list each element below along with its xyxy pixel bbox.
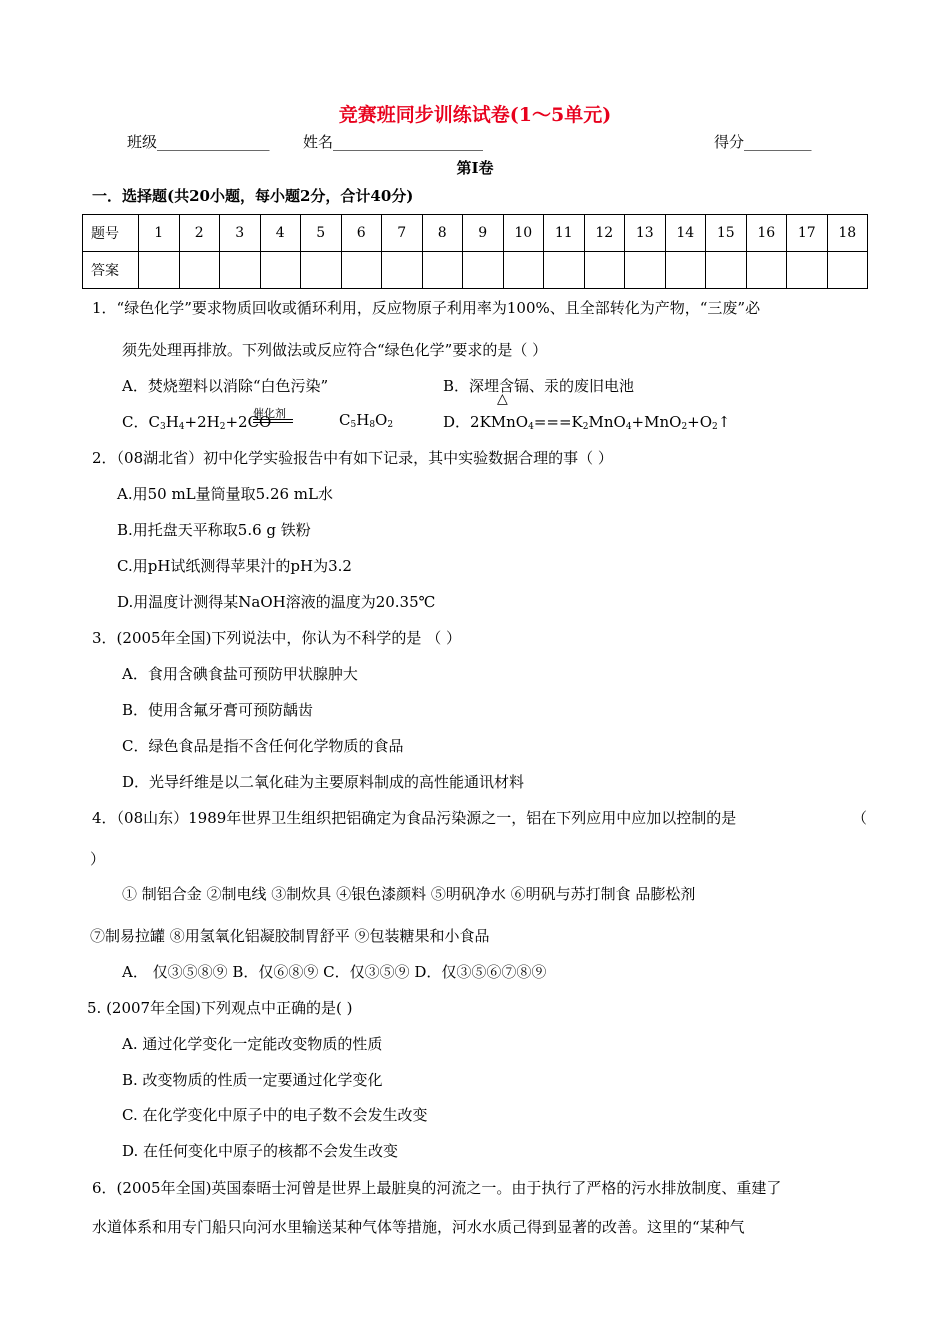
- q4-options: A． 仅③⑤⑧⑨ B．仅⑥⑧⑨ C．仅③⑤⑨ D．仅③⑤⑥⑦⑧⑨: [122, 963, 547, 981]
- q1-d-sub: 2: [712, 422, 718, 432]
- q1-option-d: [443, 411, 730, 432]
- q1-c-text: H: [165, 413, 179, 431]
- table-cell-number: 2: [179, 215, 220, 252]
- q4-items-line2: ⑦制易拉罐 ⑧用氢氧化铝凝胶制胃舒平 ⑨包装糖果和小食品: [90, 927, 490, 945]
- page-title: 竞赛班同步训练试卷(1～5单元): [338, 104, 612, 126]
- table-cell-number: 9: [463, 215, 504, 252]
- q1-option-a: A．焚烧塑料以消除“白色污染”: [122, 377, 329, 395]
- table-cell-number: 11: [544, 215, 585, 252]
- q1-c-sub: 5: [350, 420, 357, 430]
- table-cell-number: 12: [584, 215, 625, 252]
- q4-paren-open: （: [852, 809, 868, 827]
- table-cell-number: 6: [341, 215, 382, 252]
- q1-c-sub: 2: [387, 420, 394, 430]
- q1-d-text: ===K: [533, 413, 583, 431]
- table-head-number: 题号: [83, 215, 139, 252]
- q2-stem: 2．（08湖北省）初中化学实验报告中有如下记录，其中实验数据合理的事（ ）: [92, 449, 613, 467]
- q1-d-text: +O: [687, 413, 713, 431]
- answer-cell[interactable]: [584, 252, 625, 289]
- section-heading: [92, 185, 413, 206]
- q1-d-text: MnO: [588, 413, 626, 431]
- answer-cell[interactable]: [179, 252, 220, 289]
- q1-d-text: +MnO: [631, 413, 682, 431]
- q2-option-c: C.用pH试纸测得苹果汁的pH为3.2: [117, 557, 352, 575]
- answer-cell[interactable]: [382, 252, 423, 289]
- score-field-label: 得分_________: [714, 133, 812, 151]
- catalyst-label: 催化剂: [253, 407, 286, 420]
- q1-c-text: O: [375, 411, 388, 429]
- q1-option-c: [122, 411, 271, 432]
- table-row-numbers: [83, 215, 868, 252]
- answer-cell[interactable]: [341, 252, 382, 289]
- table-cell-number: 18: [827, 215, 868, 252]
- q1-c-sub: 3: [159, 422, 166, 432]
- table-cell-number: 17: [787, 215, 828, 252]
- q1-d-sub: 4: [625, 422, 632, 432]
- q4-stem-line1: 4．（08山东）1989年世界卫生组织把铝确定为食品污染源之一，铝在下列应用中应加以控制的是: [92, 809, 737, 827]
- q1-c-text: +2H: [184, 413, 220, 431]
- gas-up-arrow-icon: ↑: [717, 413, 731, 431]
- answer-cell[interactable]: [706, 252, 747, 289]
- q3-option-b: B．使用含氟牙膏可预防龋齿: [122, 701, 314, 719]
- answer-cell[interactable]: [665, 252, 706, 289]
- q2-option-d: D.用温度计测得某NaOH溶液的温度为20.35℃: [117, 593, 436, 611]
- answer-cell[interactable]: [463, 252, 504, 289]
- table-cell-number: 3: [220, 215, 261, 252]
- answer-cell[interactable]: [503, 252, 544, 289]
- answer-cell[interactable]: [301, 252, 342, 289]
- table-head-answer: 答案: [83, 252, 139, 289]
- q1-d-sub: 2: [582, 422, 589, 432]
- q5-option-d: D. 在任何变化中原子的核都不会发生改变: [122, 1142, 399, 1160]
- q1-c-sub: 4: [178, 422, 185, 432]
- q3-option-d: D．光导纤维是以二氧化硅为主要原料制成的高性能通讯材料: [122, 773, 525, 791]
- q5-option-c: C. 在化学变化中原子中的电子数不会发生改变: [122, 1106, 428, 1124]
- answer-cell[interactable]: [787, 252, 828, 289]
- table-cell-number: 10: [503, 215, 544, 252]
- q5-option-b: B. 改变物质的性质一定要通过化学变化: [122, 1071, 383, 1089]
- q3-option-a: A．食用含碘食盐可预防甲状腺肿大: [122, 665, 358, 683]
- answer-cell[interactable]: [260, 252, 301, 289]
- answer-cell[interactable]: [827, 252, 868, 289]
- table-cell-number: 7: [382, 215, 423, 252]
- q5-option-a: A. 通过化学变化一定能改变物质的性质: [122, 1035, 383, 1053]
- volume-heading: 第Ⅰ卷: [456, 159, 494, 177]
- q3-option-c: C．绿色食品是指不含任何化学物质的食品: [122, 737, 404, 755]
- table-cell-number: 4: [260, 215, 301, 252]
- table-cell-number: 16: [746, 215, 787, 252]
- reaction-arrow-line: [253, 419, 293, 420]
- q4-stem-line2: ）: [90, 850, 106, 868]
- q1-c-sub: 8: [369, 420, 376, 430]
- table-cell-number: 1: [139, 215, 180, 252]
- class-field-label: 班级_______________: [127, 133, 270, 151]
- answer-cell[interactable]: [746, 252, 787, 289]
- table-cell-number: 14: [665, 215, 706, 252]
- q1-stem-line1: 1．“绿色化学”要求物质回收或循环利用，反应物原子利用率为100%、且全部转化为产物，“三废”必: [92, 299, 761, 317]
- answer-cell[interactable]: [544, 252, 585, 289]
- q1-stem-line2: 须先处理再排放。下列做法或反应符合“绿色化学”要求的是（ ）: [122, 341, 548, 359]
- q1-c-text: +2CO: [225, 413, 272, 431]
- q3-stem: 3．(2005年全国)下列说法中，你认为不科学的是 （ ）: [92, 629, 461, 647]
- q5-stem: 5. (2007年全国)下列观点中正确的是( ): [87, 999, 353, 1017]
- table-cell-number: 5: [301, 215, 342, 252]
- q1-c-text: H: [356, 411, 370, 429]
- q1-c-text: C: [339, 411, 351, 429]
- heat-symbol: △: [497, 391, 508, 407]
- q6-stem-line1: 6．(2005年全国)英国泰晤士河曾是世界上最脏臭的河流之一。由于执行了严格的污水排放制度、重建了: [92, 1179, 782, 1197]
- q1-d-sub: 2: [681, 422, 688, 432]
- answer-cell[interactable]: [139, 252, 180, 289]
- answer-cell[interactable]: [625, 252, 666, 289]
- q1-c-product: [339, 411, 393, 430]
- q4-items-line1: ① 制铝合金 ②制电线 ③制炊具 ④银色漆颜料 ⑤明矾净水 ⑥明矾与苏打制食 品膨松剂: [122, 885, 696, 903]
- answer-cell[interactable]: [422, 252, 463, 289]
- table-cell-number: 8: [422, 215, 463, 252]
- answer-table: [82, 214, 868, 289]
- q2-option-a: A.用50 mL量筒量取5.26 mL水: [117, 485, 333, 503]
- table-cell-number: 13: [625, 215, 666, 252]
- answer-cell[interactable]: [220, 252, 261, 289]
- q2-option-b: B.用托盘天平称取5.6 g 铁粉: [117, 521, 311, 539]
- reaction-arrow-line: [253, 422, 293, 423]
- q1-c-sub: 2: [219, 422, 226, 432]
- q1-d-text: D．2KMnO: [443, 413, 529, 431]
- q1-option-b: B．深埋含镉、汞的废旧电池: [443, 377, 635, 395]
- q6-stem-line2: 水道体系和用专门船只向河水里输送某种气体等措施，河水水质己得到显著的改善。这里的“某种气: [92, 1218, 745, 1236]
- table-cell-number: 15: [706, 215, 747, 252]
- q1-d-sub: 4: [528, 422, 534, 432]
- table-row-answers: [83, 252, 868, 289]
- name-field-label: 姓名____________________: [303, 133, 484, 151]
- q1-c-text: C．C: [122, 413, 160, 431]
- section-heading-text: 一．选择题(共20小题，每小题2分，合计40分): [92, 187, 414, 205]
